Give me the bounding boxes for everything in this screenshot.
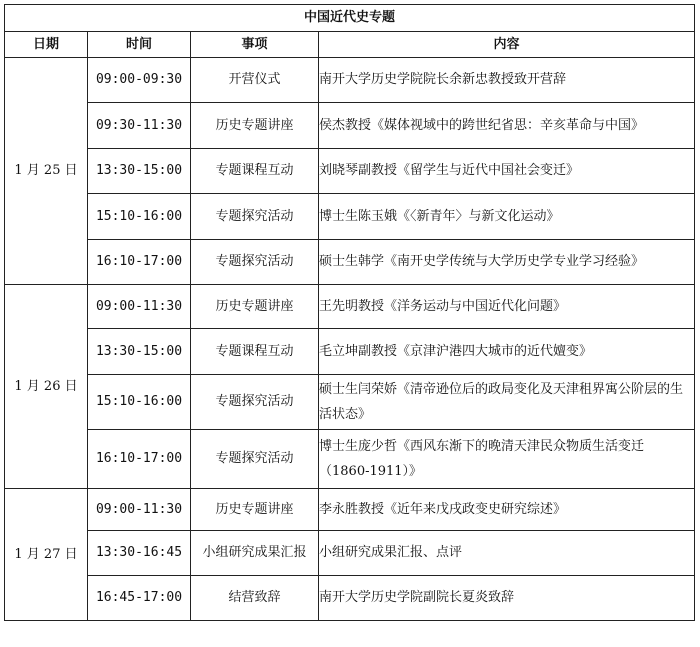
table-row xyxy=(5,329,695,375)
content-cell: 南开大学历史学院院长余新忠教授致开营辞 xyxy=(319,58,695,103)
content-cell: 侯杰教授《媒体视域中的跨世纪省思：辛亥革命与中国》 xyxy=(319,103,695,149)
content-cell: 李永胜教授《近年来戊戌政变史研究综述》 xyxy=(319,489,695,531)
item-cell: 专题探究活动 xyxy=(191,240,319,285)
header-item: 事项 xyxy=(191,32,319,58)
table-title: 中国近代史专题 xyxy=(5,5,695,32)
content-cell: 博士生陈玉娥《〈新青年〉与新文化运动》 xyxy=(319,194,695,240)
table-row xyxy=(5,240,695,285)
time-cell: 15:10-16:00 xyxy=(88,375,191,430)
item-cell: 历史专题讲座 xyxy=(191,103,319,149)
item-cell: 历史专题讲座 xyxy=(191,489,319,531)
date-cell: 1 月 25 日 xyxy=(5,58,88,285)
content-cell: 硕士生韩学《南开史学传统与大学历史学专业学习经验》 xyxy=(319,240,695,285)
table-row xyxy=(5,489,695,531)
content-cell: 硕士生闫荣娇《清帝逊位后的政局变化及天津租界寓公阶层的生活状态》 xyxy=(319,375,695,430)
item-cell: 历史专题讲座 xyxy=(191,285,319,329)
table-row xyxy=(5,285,695,329)
header-time: 时间 xyxy=(88,32,191,58)
header-content: 内容 xyxy=(319,32,695,58)
time-cell: 13:30-16:45 xyxy=(88,531,191,576)
content-cell: 王先明教授《洋务运动与中国近代化问题》 xyxy=(319,285,695,329)
time-cell: 15:10-16:00 xyxy=(88,194,191,240)
content-cell: 毛立坤副教授《京津沪港四大城市的近代嬗变》 xyxy=(319,329,695,375)
time-cell: 09:00-11:30 xyxy=(88,489,191,531)
time-cell: 09:00-09:30 xyxy=(88,58,191,103)
table-row xyxy=(5,103,695,149)
table-row xyxy=(5,531,695,576)
item-cell: 专题课程互动 xyxy=(191,149,319,194)
table-row xyxy=(5,576,695,621)
item-cell: 小组研究成果汇报 xyxy=(191,531,319,576)
item-cell: 专题探究活动 xyxy=(191,375,319,430)
date-cell: 1 月 27 日 xyxy=(5,489,88,621)
content-cell: 小组研究成果汇报、点评 xyxy=(319,531,695,576)
item-cell: 开营仪式 xyxy=(191,58,319,103)
header-date: 日期 xyxy=(5,32,88,58)
item-cell: 专题课程互动 xyxy=(191,329,319,375)
time-cell: 13:30-15:00 xyxy=(88,329,191,375)
table-row xyxy=(5,58,695,103)
time-cell: 09:00-11:30 xyxy=(88,285,191,329)
item-cell: 专题探究活动 xyxy=(191,194,319,240)
table-row xyxy=(5,375,695,430)
time-cell: 09:30-11:30 xyxy=(88,103,191,149)
time-cell: 16:45-17:00 xyxy=(88,576,191,621)
date-cell: 1 月 26 日 xyxy=(5,285,88,489)
table-row xyxy=(5,430,695,489)
content-cell: 刘晓琴副教授《留学生与近代中国社会变迁》 xyxy=(319,149,695,194)
time-cell: 13:30-15:00 xyxy=(88,149,191,194)
item-cell: 结营致辞 xyxy=(191,576,319,621)
table-row xyxy=(5,194,695,240)
content-cell: 南开大学历史学院副院长夏炎致辞 xyxy=(319,576,695,621)
item-cell: 专题探究活动 xyxy=(191,430,319,489)
time-cell: 16:10-17:00 xyxy=(88,430,191,489)
time-cell: 16:10-17:00 xyxy=(88,240,191,285)
schedule-table xyxy=(4,4,695,621)
content-cell: 博士生庞少哲《西风东渐下的晚清天津民众物质生活变迁（1860-1911）》 xyxy=(319,430,695,489)
table-row xyxy=(5,149,695,194)
